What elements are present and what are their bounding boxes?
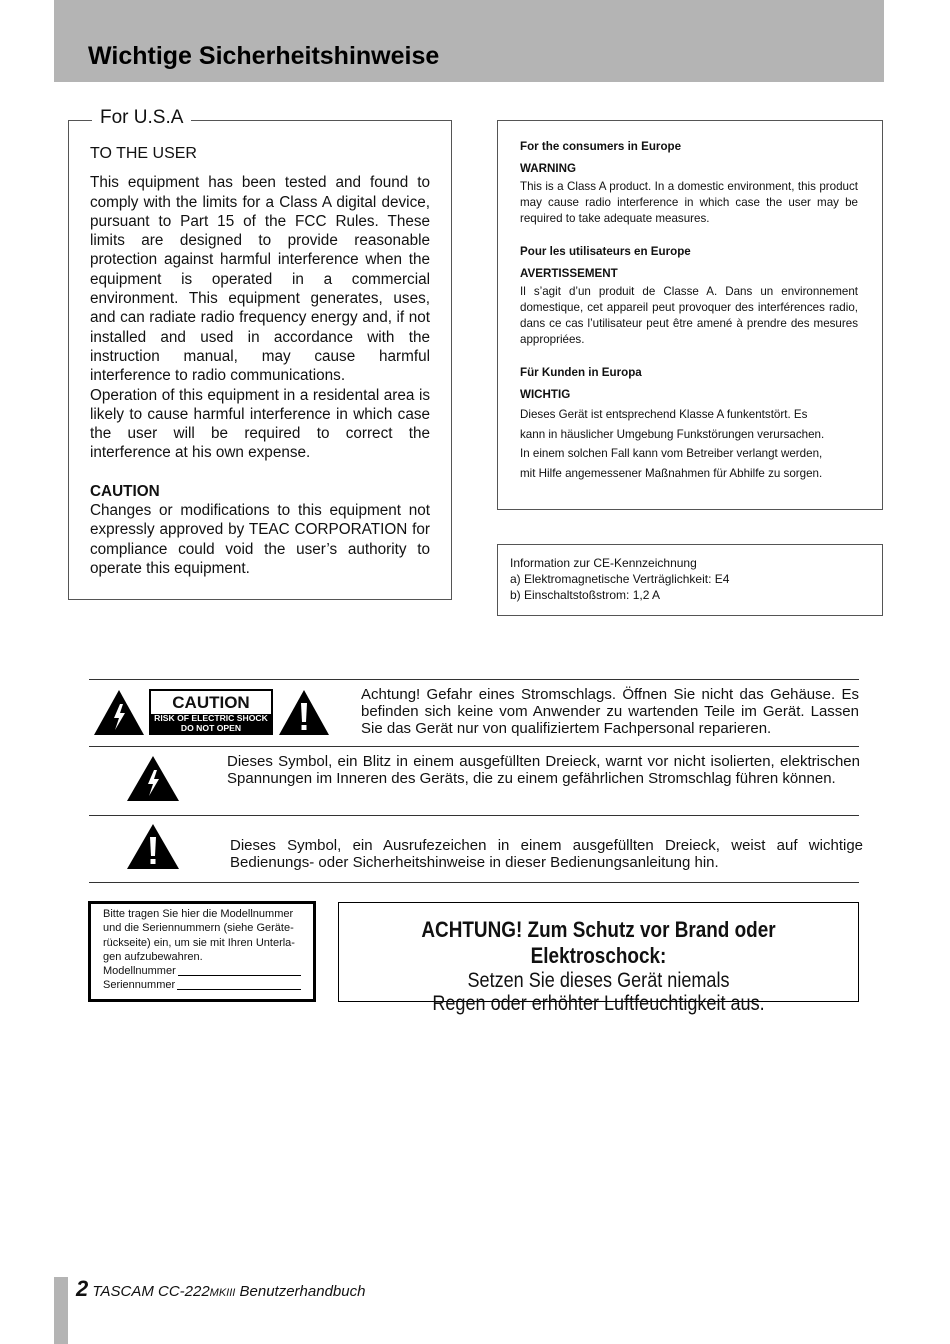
model-number-box [88,901,316,1002]
europe-fr-text: Il s’agit d’un produit de Classe A. Dans un environnement domestique, cet appareil peut provoquer des interférences radio, dans ce cas l’utilisateur peut être amené à prendre des mesures appropriées. [520,285,858,346]
serial-number-field [103,978,301,992]
page-number: 2 [76,1276,89,1301]
usa-residential-paragraph: Operation of this equipment in a residental area is likely to cause harmful interference in which case the user will be required to correct the interference at his own expense. [90,386,430,462]
footer-model-suffix: MKIII [209,1287,236,1299]
fire-shock-line: Setzen Sie dieses Gerät niemals [467,969,730,992]
fire-shock-line: Regen oder erhöhter Luftfeuchtigkeit aus. [432,992,765,1015]
serial-number-blank [177,978,301,990]
caution-label-subtext [151,714,271,733]
model-number-field [103,964,301,978]
europe-en-title: For the consumers in Europe [520,140,682,153]
caution-label [149,689,273,735]
usa-caution-text: Changes or modifications to this equipment not expressly approved by TEAC CORPORATION for compliance could void the user’s authority to operate this equipment. [90,502,430,577]
model-box-line: Bitte tragen Sie hier die Modellnummer [103,908,294,920]
europe-de-title: Für Kunden in Europa [520,366,642,379]
lightning-symbol-text: Dieses Symbol, ein Blitz in einem ausgefüllten Dreieck, warnt vor nicht isolierten, elektrischen Spannungen im Inneren des Geräts, die zu einem gefährlichen Stromschlag führen können. [227,753,860,787]
caution-label-word: CAUTION [172,693,250,712]
model-number-label: Modellnummer [103,965,176,978]
caution-label-sub2: DO NOT OPEN [180,722,242,733]
footer-manual: Benutzerhandbuch [239,1283,366,1300]
page-footer [76,1276,365,1302]
lightning-warning-icon [93,689,145,736]
shock-warning-text: Achtung! Gefahr eines Stromschlags. Öffnen Sie nicht das Gehäuse. Es befinden sich keine vom Anwender zu wartenden Teile im Gerät. Lassen Sie das Gerät nur von qualifiziertem Fachpersonal reparieren. [361,686,859,737]
usa-caution-title: CAUTION [90,482,160,500]
usa-fcc-paragraph: This equipment has been tested and found to comply with the limits for a Class A digital device, pursuant to Part 15 of the FCC Rules. These limits are designed to provide reasonable protection against harmful interference when the equipment is operated in a commercial environment. This equipment generates, uses, and can radiate radio frequency energy and, if not installed and used in accordance with the instruction manual, may cause harmful interference to radio communications. [90,174,430,385]
exclamation-symbol-icon [126,823,180,870]
model-box-line: rückseite) ein, um sie mit Ihren Unterla- [103,936,295,949]
exclamation-warning-icon [278,689,330,736]
divider [89,679,859,680]
ce-line: b) Einschaltstoßstrom: 1,2 A [510,588,661,602]
footer-brand: TASCAM CC-222 [92,1283,210,1300]
usa-notice-content [90,144,430,578]
divider [89,815,859,816]
divider [89,746,859,747]
europe-de-line: mit Hilfe angemessener Maßnahmen für Abhilfe zu sorgen. [520,466,823,480]
divider [89,882,859,883]
serial-number-label: Seriennummer [103,979,176,992]
ce-marking-box [497,544,883,616]
europe-fr-title: Pour les utilisateurs en Europe [520,245,691,258]
model-number-blank [178,964,301,976]
model-box-line: gen aufzubewahren. [103,950,203,963]
europe-de-line: Dieses Gerät ist entsprechend Klasse A funkentstört. Es [520,408,808,421]
europe-fr-section [520,244,858,348]
europe-notice-content [520,139,858,483]
model-box-line: und die Seriennummern (siehe Geräte- [103,922,294,935]
fire-shock-headline: ACHTUNG! Zum Schutz vor Brand oder Elektroschock: [421,917,776,968]
page-title: Wichtige Sicherheitshinweise [88,42,440,70]
ce-line: a) Elektromagnetische Verträglichkeit: E4 [510,572,730,586]
europe-en-label: WARNING [520,162,577,175]
europe-fr-label: AVERTISSEMENT [520,267,618,280]
ce-line: Information zur CE-Kennzeichnung [510,556,697,570]
exclamation-symbol-text: Dieses Symbol, ein Ausrufezeichen in einem ausgefüllten Dreieck, weist auf wichtige Bedienungs- oder Sicherheitshinweise in dieser Bedienungsanleitung hin. [230,837,863,871]
europe-en-text: This is a Class A product. In a domestic environment, this product may cause radio interference in which case the user may be required to take adequate measures. [520,180,858,225]
lightning-symbol-icon [126,755,180,802]
europe-de-line: kann in häuslicher Umgebung Funkstörungen verursachen. [520,427,825,441]
footer-bar [54,1277,68,1344]
fire-shock-warning-box [338,902,859,1015]
europe-de-line: In einem solchen Fall kann vom Betreiber verlangt werden, [520,447,823,460]
caution-label-sub1: RISK OF ELECTRIC SHOCK [154,713,268,723]
europe-de-label: WICHTIG [520,388,571,401]
europe-en-section [520,139,858,227]
usa-heading: TO THE USER [90,145,197,162]
europe-de-section [520,365,858,483]
usa-box-legend: For U.S.A [92,107,191,129]
